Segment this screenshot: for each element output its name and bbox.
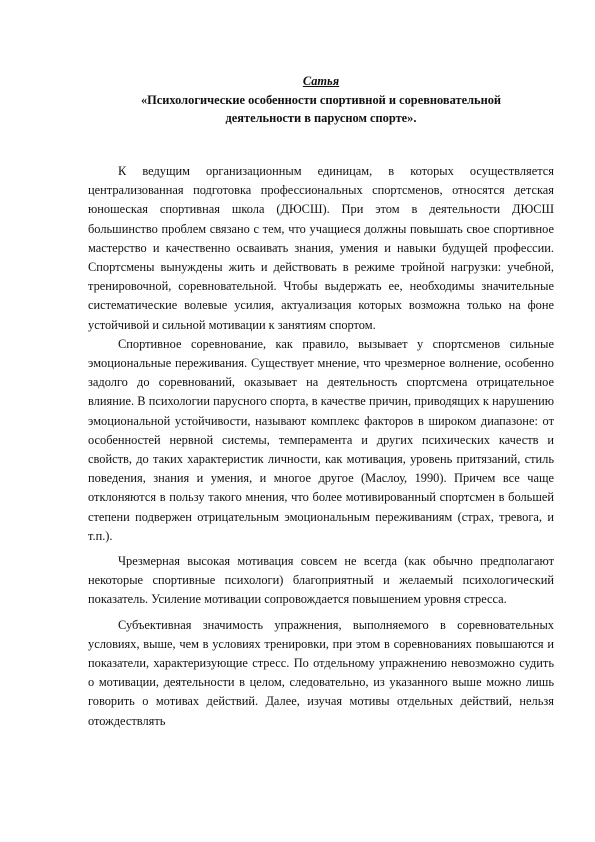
document-title-line-1: «Психологические особенности спортивной и соревновательной (140, 93, 502, 107)
paragraph: Чрезмерная высокая мотивация совсем не всегда (как обычно предполагают некоторые спортивные психологи) благоприятный и желаемый психологический показатель. Усиление мотивации сопровождается повышением уровня стресса. (88, 554, 554, 607)
document-heading (88, 72, 554, 127)
paragraph: Субъективная значимость упражнения, выполняемого в соревновательных условиях, выше, чем в условиях тренировки, при этом в соревнованиях повышаются и показатели, характеризующие стресс. По отдельному упражнению невозможно судить о мотивации, деятельности в целом, следовательно, из указанного выше можно лишь говорить о мотивах действий. Далее, изучая мотивы отдельных действий, нельзя отождествлять (88, 617, 554, 728)
paragraph: Спортивное соревнование, как правило, вызывает у спортсменов сильные эмоциональные переживания. Существует мнение, что чрезмерное волнение, особенно задолго до соревнований, оказывает на деятельность спортсмена отрицательное влияние. В психологии парусного спорта, в качестве причин, приводящих к нарушению эмоциональной устойчивости, называют комплекс факторов в широком диапазоне: от особенностей нервной системы, темперамента и других психических качеств и свойств, до таких характеристик личности, как мотивация, уровень притязаний, стиль поведения, знания и умения, и многое другое (Маслоу, 1990). Причем все чаще отклоняются в пользу такого мнения, что более мотивированный спортсмен в большей степени подвержен отрицательным эмоциональным переживаниям (страх, тревога, и т.п.). (88, 336, 554, 543)
document-page (88, 72, 554, 731)
document-title-line-2: деятельности в парусном спорте». (225, 111, 417, 125)
document-body (88, 162, 554, 731)
document-kind: Сатья (302, 74, 340, 88)
paragraph: К ведущим организационным единицам, в которых осуществляется централизованная подготовка профессиональных спортсменов, относятся детская юношеская спортивная школа (ДЮСШ). При этом в деятельности ДЮСШ большинство проблем связано с тем, что учащиеся должны повышать свое спортивное мастерство и качественно осваивать знания, умения и навыки будущей профессии. Спортсмены вынуждены жить и действовать в режиме тройной нагрузки: учебной, тренировочной, соревновательной. Чтобы выдержать ее, необходимы значительные систематические волевые усилия, актуализация которых возможна только на фоне устойчивой и сильной мотивации к занятиям спортом. (88, 164, 554, 332)
